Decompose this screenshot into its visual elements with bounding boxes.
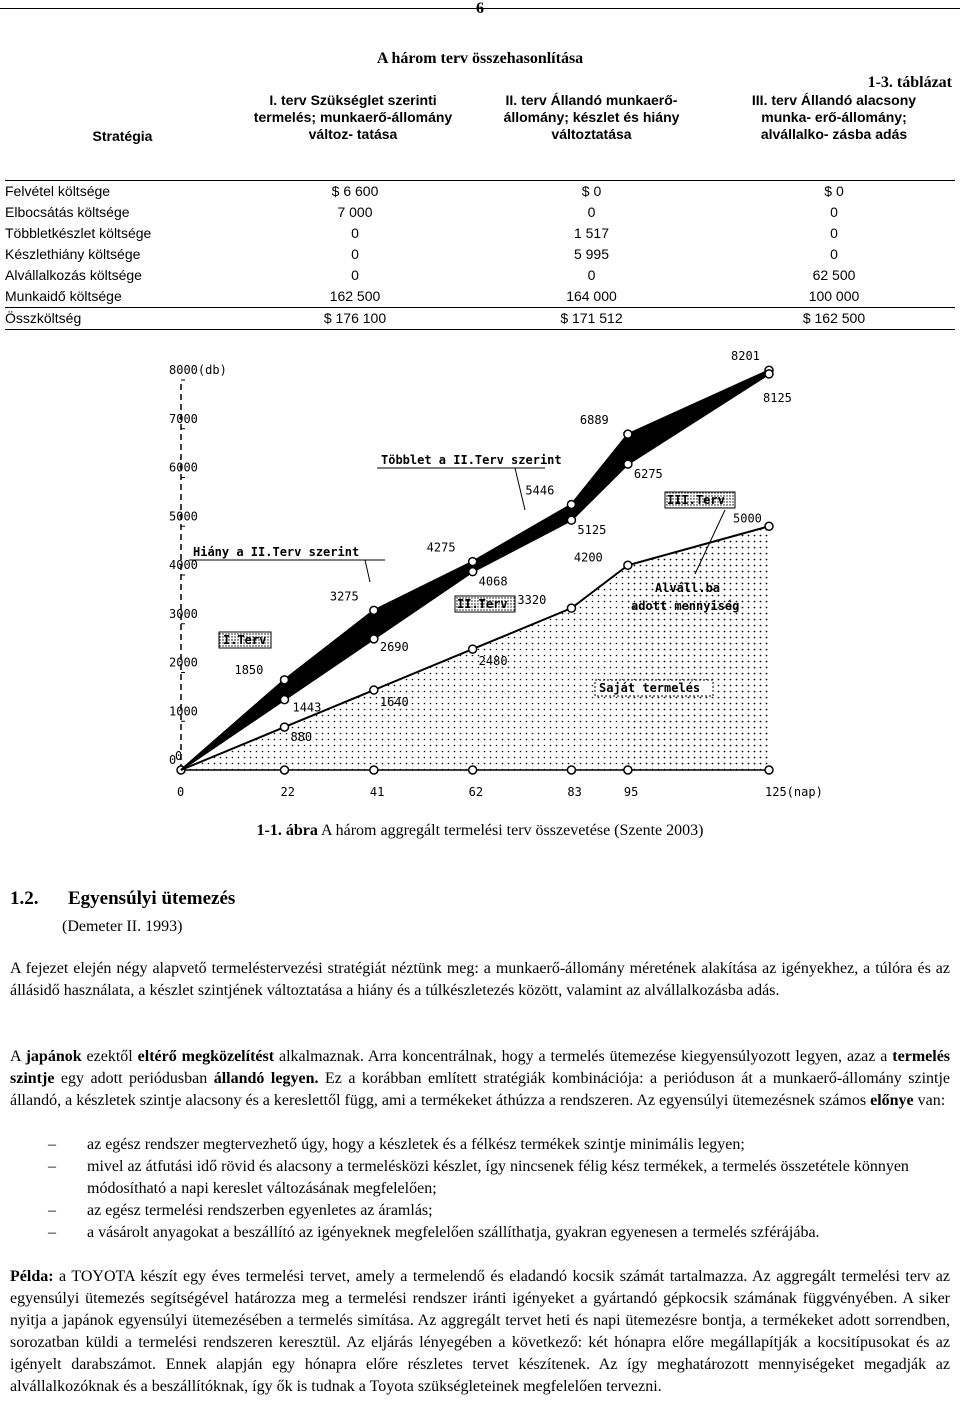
y-tick-label: 7000	[169, 411, 198, 426]
total-plan-2: $ 171 512	[470, 308, 713, 330]
table-row	[5, 181, 955, 203]
list-item	[10, 1134, 950, 1156]
y-tick-label: 2000	[169, 655, 198, 670]
data-label: 1443	[292, 700, 322, 715]
data-label: 6889	[579, 413, 609, 428]
page-number: 6	[476, 0, 484, 17]
cell-plan-3: 100 000	[808, 288, 860, 304]
total-plan-1: $ 176 100	[240, 308, 470, 330]
header-plan-2: II. terv Állandó munkaerő- állomány; készlet és hiány változtatása	[470, 92, 713, 181]
x-tick-label: 0	[177, 785, 185, 799]
annotation-plan-3: III.Terv	[667, 493, 725, 507]
data-point	[624, 460, 632, 468]
data-label: 4068	[478, 574, 508, 589]
section-source: (Demeter II. 1993)	[62, 918, 183, 935]
annotation-subcontract-1: Alváll.ba	[655, 581, 721, 595]
data-point	[469, 568, 477, 576]
cell-plan-3: 0	[830, 204, 838, 220]
data-point	[280, 723, 288, 731]
para2-bold-1: japánok	[25, 1048, 82, 1065]
list-item	[10, 1222, 950, 1244]
subcontract-area	[628, 526, 769, 770]
data-point	[624, 430, 632, 438]
para2-text-1: A	[10, 1048, 26, 1065]
paragraph-3	[10, 1266, 950, 1398]
row-label: Készlethiány költsége	[5, 246, 141, 262]
data-point	[469, 645, 477, 653]
cell-plan-3: 0	[830, 225, 838, 241]
data-label: 8125	[763, 390, 792, 405]
para2-text-3: alkalmaznak. Arra koncentrálnak, hogy a termelés ütemezése kiegyensúlyozott legyen, azaz a	[274, 1048, 893, 1065]
list-item-text: az egész rendszer megtervezhető úgy, hogy a készletek és a félkész termékek szintje minimális legyen;	[87, 1136, 745, 1153]
row-label: Többletkészlet költsége	[5, 225, 152, 241]
x-tick-label: 95	[623, 785, 639, 799]
data-point	[567, 501, 575, 509]
list-item-text: a vásárolt anyagokat a beszállító az igényeknek megfelelően szállíthatja, gyakran egyenesen a termelés szférájába.	[87, 1224, 820, 1241]
cell-plan-1: 0	[351, 246, 359, 262]
data-label: 1640	[379, 695, 409, 710]
cell-plan-1: 0	[351, 267, 359, 283]
dash-mark: –	[48, 1224, 56, 1241]
data-point	[370, 635, 378, 643]
row-label: Alvállalkozás költsége	[5, 267, 142, 283]
x-tick-marker	[370, 766, 378, 774]
para2-bold-5: előnye	[870, 1092, 914, 1109]
total-plan-3: $ 162 500	[713, 308, 955, 330]
para2-text-5: Ez a korábban említett stratégiák kombinációja: a perióduson át a munkaerő-állomány szintje állandó, a készletek szintje alacsony és a kereslettől függ, ami a termékeket áthúzza a rendszeren. Az egyensúlyi ütemezésnek számos	[10, 1070, 951, 1109]
para2-bold-4: állandó legyen.	[213, 1070, 319, 1087]
y-tick-label: 4000	[169, 558, 198, 572]
figure-caption-label: 1-1. ábra	[256, 822, 318, 839]
data-label: 2690	[379, 639, 409, 654]
cell-plan-2: 5 995	[573, 246, 610, 262]
data-label: 2480	[478, 654, 508, 669]
table-row	[5, 223, 955, 244]
data-point	[765, 522, 773, 530]
advantages-list	[10, 1134, 950, 1244]
para2-text-4: egy adott periódusban	[54, 1070, 214, 1087]
data-point	[370, 686, 378, 694]
annotation-subcontract-2: adott mennyiség	[631, 599, 740, 613]
table-reference: 1-3. táblázat	[867, 74, 952, 91]
row-label: Elbocsátás költsége	[5, 204, 130, 220]
annotation-leader	[365, 560, 370, 582]
table-row	[5, 202, 955, 223]
data-point	[469, 558, 477, 566]
section-number: 1.2.	[10, 888, 39, 909]
x-tick-marker	[469, 766, 477, 774]
row-label: Munkaidő költsége	[5, 288, 122, 304]
data-point	[567, 516, 575, 524]
dash-mark: –	[48, 1136, 56, 1153]
aggregate-plan-chart	[165, 349, 823, 805]
data-label: 3320	[517, 593, 547, 608]
x-tick-label: 41	[369, 785, 385, 799]
list-item	[10, 1200, 950, 1222]
cell-plan-3: 0	[830, 246, 838, 262]
cell-plan-2: 164 000	[566, 288, 617, 304]
para3-text-1: a TOYOTA készít egy éves termelési tervet, amely a termelendő és eladandó kocsik számát tartalmazza. Az aggregált termelési terv az egyensúlyi ütemezés segítségével határozza meg a termelési rendszer iránti igényeket a gyártandó gépkocsik számának függvényében. A siker nyitja a japánok egyensúlyi ütemezésében a termelés simítása. Az aggregált tervet heti és napi ütemezésre bontja, a termékeket adott sorrendben, sorozatban küldi a termelési rendszeren keresztül. Az eljárás lényegében a következő: két hónapra előre megállapítják a kocsitípusokat és az igényelt darabszámot. Ennek alapján egy hónapra előre részletes tervet készítenek. Az így meghatározott mennyiségeket megadják az alvállalkozóknak és a beszállítóknak, így ők is tudnak a Toyota szükségleteinek megfelelően tervezni.	[10, 1268, 950, 1395]
cell-plan-2: 0	[587, 204, 596, 220]
data-point	[280, 696, 288, 704]
cell-plan-1: $ 6 600	[331, 183, 379, 199]
data-label: 880	[290, 730, 313, 745]
cell-plan-1: 7 000	[337, 204, 373, 220]
paragraph-1: A fejezet elején négy alapvető termeléstervezési stratégiát néztünk meg: a munkaerő-állomány méretének alakítása az igényekhez, a túlóra és az állásidő használata, a készlet szintjének változtatása a hiány és a túlkészletezés között, valamint az alvállalkozásba adás.	[10, 960, 950, 999]
y-tick-label: 8000(db)	[169, 363, 227, 377]
list-item-text: az egész termelési rendszerben egyenletes az áramlás;	[87, 1202, 433, 1219]
data-label: 5125	[577, 523, 607, 538]
cell-plan-2: 1 517	[573, 225, 610, 241]
list-item	[10, 1156, 950, 1200]
chart-svg	[165, 349, 823, 805]
data-point	[624, 561, 632, 569]
y-tick-label: 3000	[169, 606, 198, 621]
y-tick-label: 6000	[169, 460, 198, 475]
para2-bold-3: termelés szintje	[10, 1048, 951, 1087]
data-label: 5446	[525, 483, 555, 498]
figure-caption	[0, 822, 960, 840]
cell-plan-3: 62 500	[812, 267, 856, 283]
data-label: 8201	[731, 349, 760, 364]
x-tick-marker	[765, 766, 773, 774]
section-title: Egyensúlyi ütemezés	[68, 888, 236, 909]
data-label: 4275	[426, 540, 456, 555]
dash-mark: –	[48, 1202, 56, 1219]
data-label: 0	[175, 749, 183, 763]
x-tick-label: 62	[468, 785, 484, 799]
x-tick-marker	[624, 766, 632, 774]
annotation-leader	[515, 468, 525, 510]
paragraph-2	[10, 1046, 950, 1112]
x-tick-label: 83	[567, 785, 582, 799]
data-point	[567, 604, 575, 612]
data-point	[280, 676, 288, 684]
x-tick-label: 125(nap)	[765, 785, 823, 799]
list-item-text: mivel az átfutási idő rövid és alacsony a termelésközi készlet, így nincsenek félig kész termékek, a termelés összetétele könnyen módosítható a napi kereslet változásának megfelelően;	[87, 1158, 909, 1197]
figure-caption-text: A három aggregált termelési terv összevetése (Szente 2003)	[320, 822, 704, 839]
total-label: Összköltség	[5, 308, 240, 330]
y-tick-label: 0	[169, 753, 177, 767]
data-point	[765, 370, 773, 378]
y-tick-label: 5000	[169, 509, 198, 524]
para2-text-2: ezektől	[81, 1048, 138, 1065]
cell-plan-2: $ 0	[581, 183, 602, 199]
comparison-table	[5, 92, 955, 330]
header-plan-1: I. terv Szükséglet szerinti termelés; munkaerő-állomány változ- tatása	[240, 92, 470, 181]
annotation-shortage: Hiány a II.Terv szerint	[193, 545, 360, 559]
annotation-surplus: Többlet a II.Terv szerint	[381, 453, 562, 467]
header-strategy: Stratégia	[5, 92, 240, 181]
data-label: 5000	[733, 511, 762, 526]
annotation-own-production: Saját termelés	[599, 681, 701, 695]
table-row	[5, 244, 955, 265]
x-tick-label: 22	[280, 785, 295, 799]
section-heading	[10, 888, 235, 910]
table-row	[5, 265, 955, 286]
row-label: Felvétel költsége	[5, 183, 111, 199]
data-label: 3275	[329, 589, 359, 604]
data-label: 1850	[234, 662, 264, 677]
cell-plan-1: 0	[351, 225, 359, 241]
header-plan-3: III. terv Állandó alacsony munka- erő-állomány; alvállalko- zásba adás	[713, 92, 955, 181]
annotation-plan-2: II.Terv	[457, 597, 508, 611]
para2-bold-2: eltérő megközelítést	[137, 1048, 275, 1065]
table-title: A három terv összehasonlítása	[376, 50, 584, 67]
para3-bold-1: Példa:	[10, 1268, 54, 1285]
cell-plan-1: 162 500	[329, 288, 381, 304]
data-label: 4200	[573, 550, 603, 565]
y-tick-label: 1000	[169, 704, 198, 719]
header-rule	[0, 8, 960, 9]
para2-text-6: van:	[913, 1092, 946, 1109]
cell-plan-2: 0	[587, 267, 596, 283]
x-tick-marker	[567, 766, 575, 774]
table-row	[5, 286, 955, 308]
data-point	[370, 606, 378, 614]
cell-plan-3: $ 0	[824, 183, 844, 199]
data-label: 6275	[633, 467, 663, 482]
annotation-plan-1: I.Terv	[223, 633, 267, 647]
x-tick-marker	[280, 766, 288, 774]
dash-mark: –	[48, 1158, 56, 1175]
